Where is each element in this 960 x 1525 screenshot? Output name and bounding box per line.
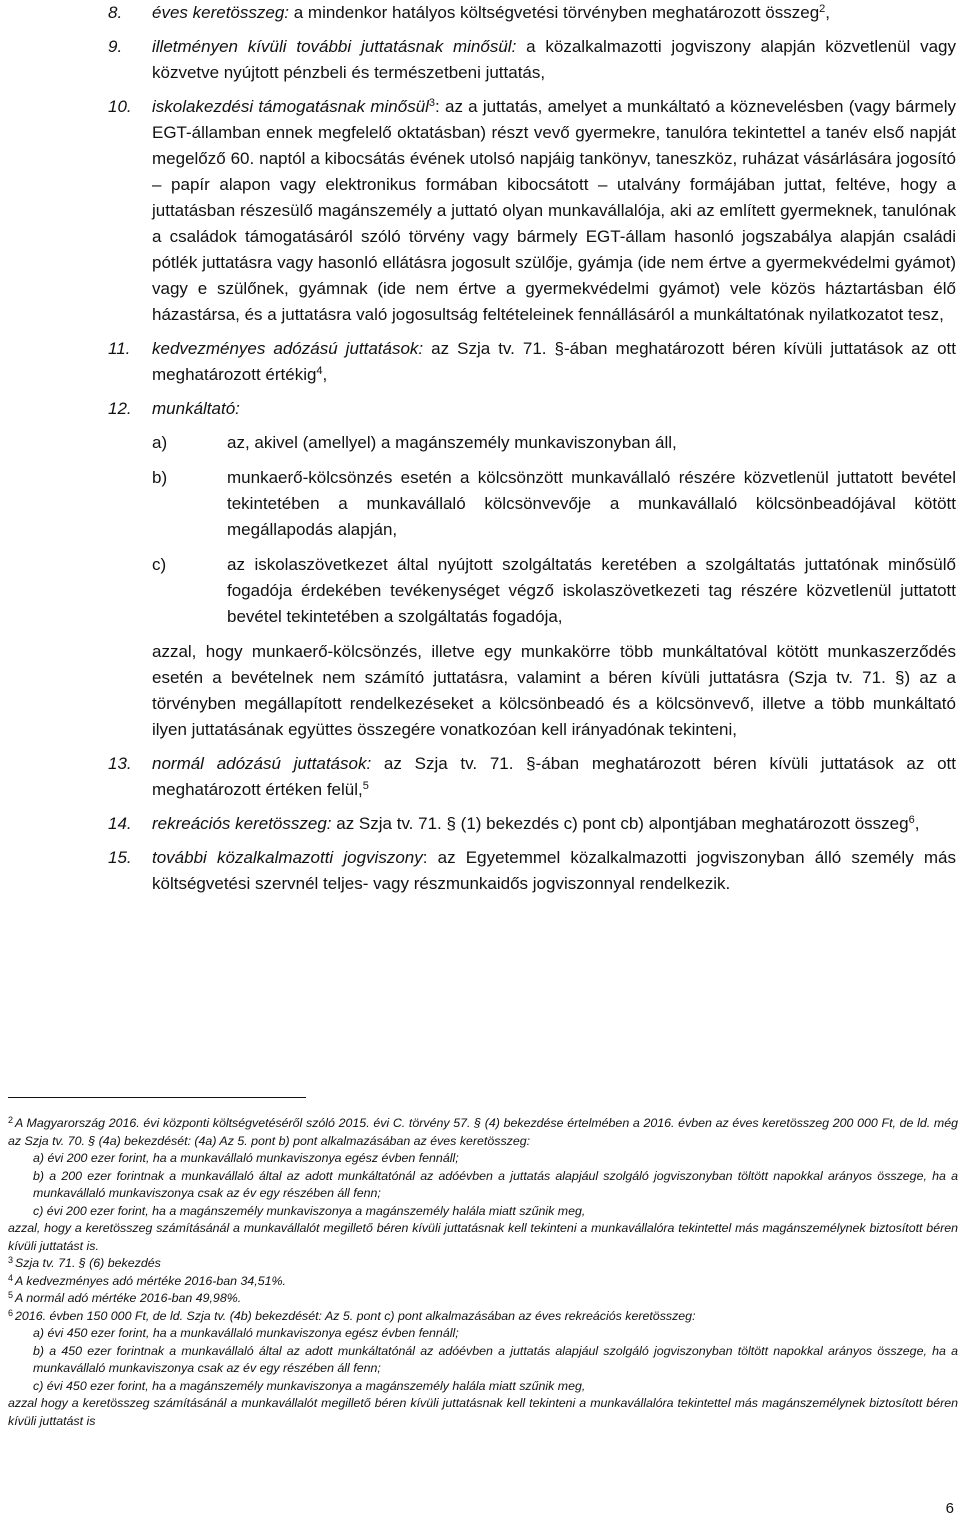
sub-item-text: munkaerő-kölcsönzés esetén a kölcsönzött munkavállaló részére közvetlenül juttatott bevétel tekintetében a munkavállaló kölcsönvevője a munkavállaló kölcsönbeadójával kötött megállapodás alapján, xyxy=(227,468,956,539)
footnote-ref[interactable]: 6 xyxy=(908,814,915,826)
sub-item xyxy=(152,430,956,456)
item-number: 8. xyxy=(108,3,123,22)
sub-item-letter: b) xyxy=(152,468,168,487)
list-item xyxy=(108,34,956,86)
item-number: 10. xyxy=(108,97,132,116)
sub-item-letter: c) xyxy=(152,555,167,574)
list-item xyxy=(108,845,956,897)
defined-term: illetményen kívüli további juttatásnak minősül: xyxy=(152,37,517,56)
footnote-text: Szja tv. 71. § (6) bekezdés xyxy=(15,1256,161,1270)
footnote-separator xyxy=(8,1097,306,1098)
footnote-text: A kedvezményes adó mértéke 2016-ban 34,51%. xyxy=(15,1273,286,1288)
footnote-subitem: c) évi 200 ezer forint, ha a magánszemély munkaviszonya a magánszemély halála miatt szűnik meg, xyxy=(33,1203,586,1218)
list-item xyxy=(108,396,956,743)
footnote-subitem: a) évi 200 ezer forint, ha a munkavállaló munkaviszonya egész évben fennáll; xyxy=(33,1151,459,1165)
definition-text: a mindenkor hatályos költségvetési törvényben meghatározott összeg xyxy=(289,3,820,22)
list-item xyxy=(108,94,956,328)
list-item xyxy=(108,336,956,388)
footnote-number: 5 xyxy=(8,1290,14,1300)
footnotes xyxy=(8,1115,958,1430)
footnote-ref[interactable]: 5 xyxy=(362,780,369,792)
sub-item xyxy=(152,552,956,630)
footnote-number: 6 xyxy=(8,1307,14,1318)
footnote-2 xyxy=(8,1115,958,1150)
item-number: 13. xyxy=(108,754,132,773)
defined-term: éves keretösszeg: xyxy=(152,3,290,22)
list-item xyxy=(108,751,956,803)
footnote-3 xyxy=(8,1255,958,1273)
item-number: 14. xyxy=(108,814,132,833)
footnote-closing: azzal hogy a keretösszeg számításánál a munkavállalót megillető béren kívüli juttatásnak kell tekinteni a munkavállalóra tekintettel más magánszemélynek biztosított béren kívüli juttatást is xyxy=(8,1396,958,1428)
definition-text: az Szja tv. 71. § (1) bekezdés c) pont cb) alpontjában meghatározott összeg xyxy=(331,814,909,833)
defined-term: normál adózású juttatások: xyxy=(152,754,372,773)
footnote-5 xyxy=(8,1290,958,1308)
sub-item-text: az, akivel (amellyel) a magánszemély munkaviszonyban áll, xyxy=(227,433,677,452)
footnote-text: A normál adó mértéke 2016-ban 49,98%. xyxy=(15,1291,242,1305)
footnote-closing: azzal, hogy a keretösszeg számításánál a munkavállalót megillető béren kívüli juttatásnak kell tekinteni a munkavállalóra tekintettel más magánszemélynek biztosított béren kívüli juttatást is. xyxy=(8,1221,958,1253)
footnote-number: 2 xyxy=(8,1115,14,1125)
footnote-subitem: a) évi 450 ezer forint, ha a munkavállaló munkaviszonya egész évben fennáll; xyxy=(33,1326,459,1340)
definition-text: az Szja tv. 71. §-ában meghatározott béren kívüli juttatások az ott meghatározott értékig xyxy=(152,339,956,384)
item-number: 11. xyxy=(108,339,131,358)
item-number: 15. xyxy=(108,848,132,867)
footnote-number: 4 xyxy=(8,1272,14,1283)
footnote-number: 3 xyxy=(8,1255,14,1265)
footnote-text: A Magyarország 2016. évi központi költségvetéséről szóló 2015. évi C. törvény 57. § (4) bekezdése értelmében a 2016. évben az éves keretösszeg 200 000 Ft, de ld. még az Szja tv. 70. § (4a) bekezdését: (4a) Az 5. pont b) pont alkalmazásában az éves keretösszeg: xyxy=(8,1116,958,1148)
footnote-subitem: c) évi 450 ezer forint, ha a magánszemély munkaviszonya a magánszemély halála miatt szűnik meg, xyxy=(33,1378,586,1393)
sub-item xyxy=(152,465,956,543)
defined-term: iskolakezdési támogatásnak minősül xyxy=(152,97,429,116)
footnote-ref[interactable]: 4 xyxy=(316,365,323,377)
sub-item-text: az iskolaszövetkezet által nyújtott szolgáltatás keretében a szolgáltatás juttatónak minősülő fogadója érdekében tevékenységet végző iskolaszövetkezeti tag részére közvetlenül juttatott bevétel tekintetében a szolgáltatás fogadója, xyxy=(227,555,956,626)
item-number: 12. xyxy=(108,399,132,418)
punctuation: , xyxy=(825,3,831,22)
footnote-subitem: b) a 200 ezer forintnak a munkavállaló által az adott munkáltatónál az adóévben a juttatás alapjául szolgáló jogviszonyban töltött napokkal arányos összege, ha a munkavállaló munkaviszonya csak az év egy részében áll fenn; xyxy=(33,1168,958,1200)
punctuation: , xyxy=(322,365,328,384)
footnote-4 xyxy=(8,1273,958,1291)
defined-term: kedvezményes adózású juttatások: xyxy=(152,339,424,358)
footnote-ref[interactable]: 2 xyxy=(819,3,826,15)
employer-sublist xyxy=(152,430,956,630)
employer-closing-text: azzal, hogy munkaerő-kölcsönzés, illetve egy munkakörre több munkáltatóval kötött munkaszerződés esetén a bevételnek nem számító juttatásra, valamint a béren kívüli juttatásra (Szja tv. 71. §) az a törvényben megállapított rendelkezéseket a kölcsönbeadó és a kölcsönvevő, illetve a több munkáltató ilyen juttatásának együttes összegére vonatkozóan kell irányadónak tekinteni, xyxy=(152,642,956,739)
page-number: 6 xyxy=(945,1500,954,1517)
footnote-ref[interactable]: 3 xyxy=(428,97,436,109)
defined-term: munkáltató: xyxy=(152,399,240,418)
footnote-6 xyxy=(8,1308,958,1326)
footnote-text: 2016. évben 150 000 Ft, de ld. Szja tv. (4b) bekezdését: Az 5. pont c) pont alkalmazásában az éves rekreációs keretösszeg: xyxy=(15,1308,696,1323)
definition-text: az Szja tv. 71. §-ában meghatározott béren kívüli juttatások az ott meghatározott értéken felül, xyxy=(152,754,956,799)
definition-text: : az a juttatás, amelyet a munkáltató a köznevelésben (vagy bármely EGT-államban ennek megfelelő oktatásban) részt vevő gyermekre, tanulóra tekintettel a tanév első napját megelőző 60. naptól a kibocsátás évének utolsó napjáig tankönyv, taneszköz, ruházat vásárlására jogosító – papír alapon vagy elektronikus formában kibocsátott – utalvány formájában juttat, feltéve, hogy a juttatásban részesülő magánszemély a juttató olyan munkavállalója, aki az említett gyermeknek, tanulónak a családok támogatásáról szóló törvény vagy bármely EGT-állam hasonló jogszabálya alapján családi pótlék juttatásra vagy hasonló ellátásra jogosult szülője, gyámja (ide nem értve a gyermekvédelmi gyámot) vagy e szülőnek, gyámnak (ide nem értve a gyermekvédelmi gyámot) vele közös háztartásban élő házastársa, és a juttatásra való jogosultság feltételeinek fennállásáról a munkáltatónak nyilatkozatot tesz, xyxy=(152,97,956,324)
definition-text: a közalkalmazotti jogviszony alapján közvetlenül vagy közvetve nyújtott pénzbeli és természetbeni juttatás, xyxy=(152,37,956,82)
list-item xyxy=(108,0,956,26)
definitions-list xyxy=(108,0,956,905)
definition-text: : az Egyetemmel közalkalmazotti jogviszonyban álló személy más költségvetési szervnél teljes- vagy részmunkaidős jogviszonnyal rendelkezik. xyxy=(152,848,956,893)
list-item xyxy=(108,811,956,837)
footnote-subitem: b) a 450 ezer forintnak a munkavállaló által az adott munkáltatónál az adóévben a juttatás alapjául szolgáló jogviszonyban töltött napokkal arányos összege, ha a munkavállaló munkaviszonya csak az év egy részében áll fenn; xyxy=(33,1343,958,1375)
defined-term: további közalkalmazotti jogviszony xyxy=(152,848,423,867)
sub-item-letter: a) xyxy=(152,433,168,452)
defined-term: rekreációs keretösszeg: xyxy=(152,814,332,833)
punctuation: , xyxy=(914,814,920,833)
item-number: 9. xyxy=(108,37,123,56)
